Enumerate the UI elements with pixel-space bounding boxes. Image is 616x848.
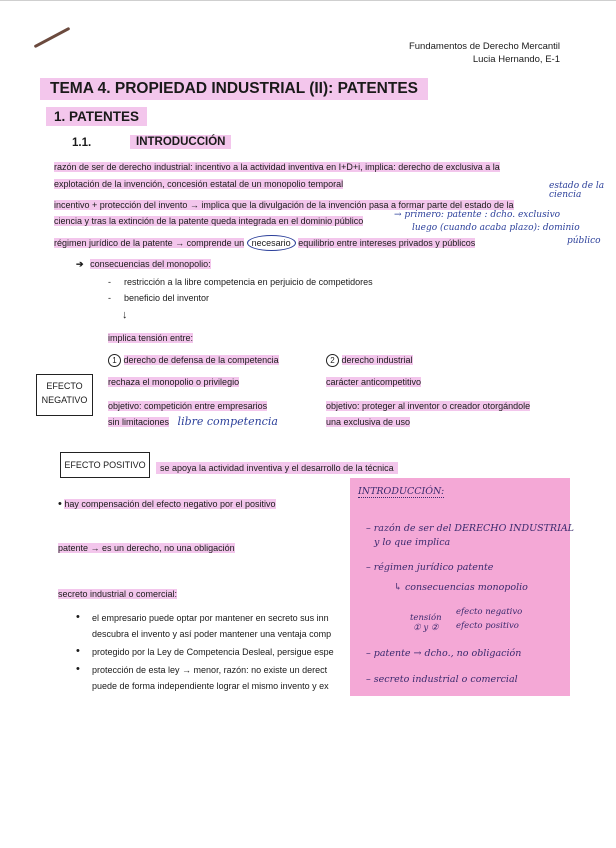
- tension-label: implica tensión entre:: [108, 333, 194, 343]
- secreto-b1-line1: • el empresario puede optar por mantener en secreto sus inn: [92, 613, 329, 623]
- consequences-list: [108, 274, 373, 306]
- arrow-down-icon: ↓: [122, 309, 128, 321]
- para3-pre: régimen jurídico de la patente → comprende un: [54, 238, 245, 248]
- left-line1: [108, 377, 239, 387]
- secreto-list: [58, 610, 350, 696]
- handwritten-publico: público: [567, 236, 601, 246]
- list-item: [58, 610, 350, 642]
- pen-stroke-mark: [34, 27, 71, 48]
- sticky-efectos: [456, 605, 522, 633]
- sticky-item-secreto: – secreto industrial o comercial: [366, 674, 518, 685]
- secreto-b3-line1: • protección de esta ley → menor, razón: no existe un derect: [92, 665, 328, 675]
- list-item: [58, 644, 350, 660]
- para1-line2: explotación de la invención, concesión estatal de un monopolio temporal: [54, 179, 344, 189]
- consequences-heading: [76, 259, 211, 270]
- section-heading: 1. PATENTES: [46, 107, 147, 126]
- left-objective: [108, 398, 278, 430]
- compensacion-text: hay compensación del efecto negativo por el positivo: [64, 499, 276, 509]
- compensacion-line: [58, 498, 276, 510]
- sticky-item-regimen: – régimen jurídico patente: [366, 562, 494, 573]
- para2-line1: incentivo + protección del invento → implica que la divulgación de la invención pasa a formar parte del estado de la: [54, 200, 514, 210]
- efecto-negativo-line1: EFECTO: [46, 381, 83, 391]
- handwritten-estado-ciencia: estado de la ciencia: [549, 181, 605, 200]
- sticky-item-razon-l2: y lo que implica: [374, 537, 451, 548]
- efecto-negativo-box: [36, 374, 93, 416]
- para3-post: equilibrio entre intereses privados y públicos: [298, 238, 476, 248]
- sticky-item-consecuencias: ↳ consecuencias monopolio: [394, 582, 528, 593]
- patente-line: patente → es un derecho, no una obligación: [58, 543, 235, 553]
- efecto-positivo-text: se apoya la actividad inventiva y el desarrollo de la técnica: [156, 462, 398, 474]
- right-line1: [326, 377, 421, 387]
- arrow-right-icon: ➔: [76, 259, 84, 269]
- left-title-text: derecho de defensa de la competencia: [123, 355, 279, 365]
- sticky-item-razon-l1: – razón de ser del DERECHO INDUSTRIAL: [366, 523, 574, 534]
- secreto-b1-line2: descubra el invento y así poder mantener una ventaja comp: [92, 629, 332, 639]
- handwritten-libre-competencia: libre competencia: [177, 415, 278, 428]
- number-two-badge: 2: [326, 354, 339, 367]
- left-line3-text: sin limitaciones: [108, 417, 170, 427]
- left-line1-text: rechaza el monopolio o privilegio: [108, 377, 240, 387]
- list-item: - restricción a la libre competencia en perjuicio de competidores: [108, 274, 373, 290]
- sticky-tension-label: tensión: [410, 613, 442, 623]
- sticky-tension-nums: ① y ②: [413, 623, 439, 633]
- right-line2-text: objetivo: proteger al inventor o creador otorgándole: [326, 401, 531, 411]
- compare-left-title: [108, 354, 279, 367]
- number-one-badge: 1: [108, 354, 121, 367]
- efecto-negativo-line2: NEGATIVO: [41, 395, 88, 405]
- page-header: [330, 40, 560, 66]
- secreto-b2: • protegido por la Ley de Competencia Desleal, persigue espe: [92, 647, 334, 657]
- secreto-heading: secreto industrial o comercial:: [58, 589, 178, 599]
- author-name: Lucia Hernando, E-1: [472, 54, 560, 65]
- sticky-efecto-negativo: efecto negativo: [456, 607, 523, 617]
- subsection-title: INTRODUCCIÓN: [130, 135, 231, 149]
- para3-circled-word: necesario: [247, 235, 296, 251]
- secreto-b3-line2: puede de forma independiente lograr el mismo invento y ex: [92, 681, 329, 691]
- paragraph-razon: [54, 159, 574, 193]
- page-title: TEMA 4. PROPIEDAD INDUSTRIAL (II): PATENTES: [40, 78, 428, 100]
- right-title-text: derecho industrial: [341, 355, 413, 365]
- right-line1-text: carácter anticompetitivo: [326, 377, 422, 387]
- right-objective: [326, 398, 530, 430]
- left-line2-text: objetivo: competición entre empresarios: [108, 401, 268, 411]
- sticky-tension: [410, 613, 442, 633]
- bullet-icon: •: [58, 498, 62, 510]
- list-item: [58, 662, 350, 694]
- subsection-number: 1.1.: [72, 137, 92, 149]
- course-name: Fundamentos de Derecho Mercantil: [408, 41, 560, 52]
- handwritten-primero: → primero: patente : dcho. exclusivo: [394, 210, 561, 220]
- para2-line2: ciencia y tras la extinción de la patente queda integrada en el dominio público: [54, 216, 364, 226]
- consequences-heading-text: consecuencias del monopolio:: [90, 259, 211, 269]
- top-edge-line: [0, 0, 616, 1]
- handwritten-luego: luego (cuando acaba plazo): dominio: [412, 223, 580, 233]
- sticky-item-patente: – patente → dcho., no obligación: [366, 648, 522, 659]
- efecto-positivo-box: EFECTO POSITIVO: [60, 452, 150, 478]
- sticky-efecto-positivo: efecto positivo: [456, 621, 519, 631]
- compare-right-title: [326, 354, 413, 367]
- sticky-item-razon: [366, 522, 574, 550]
- para1-line1: razón de ser de derecho industrial: incentivo a la actividad inventiva en I+D+i, implica: derecho de exclusiva a la: [54, 162, 500, 172]
- list-item: - beneficio del inventor: [108, 290, 373, 306]
- right-line3-text: una exclusiva de uso: [326, 417, 411, 427]
- sticky-note: [350, 478, 574, 696]
- paragraph-regimen: [54, 236, 524, 250]
- sticky-title: INTRODUCCIÓN:: [358, 486, 445, 497]
